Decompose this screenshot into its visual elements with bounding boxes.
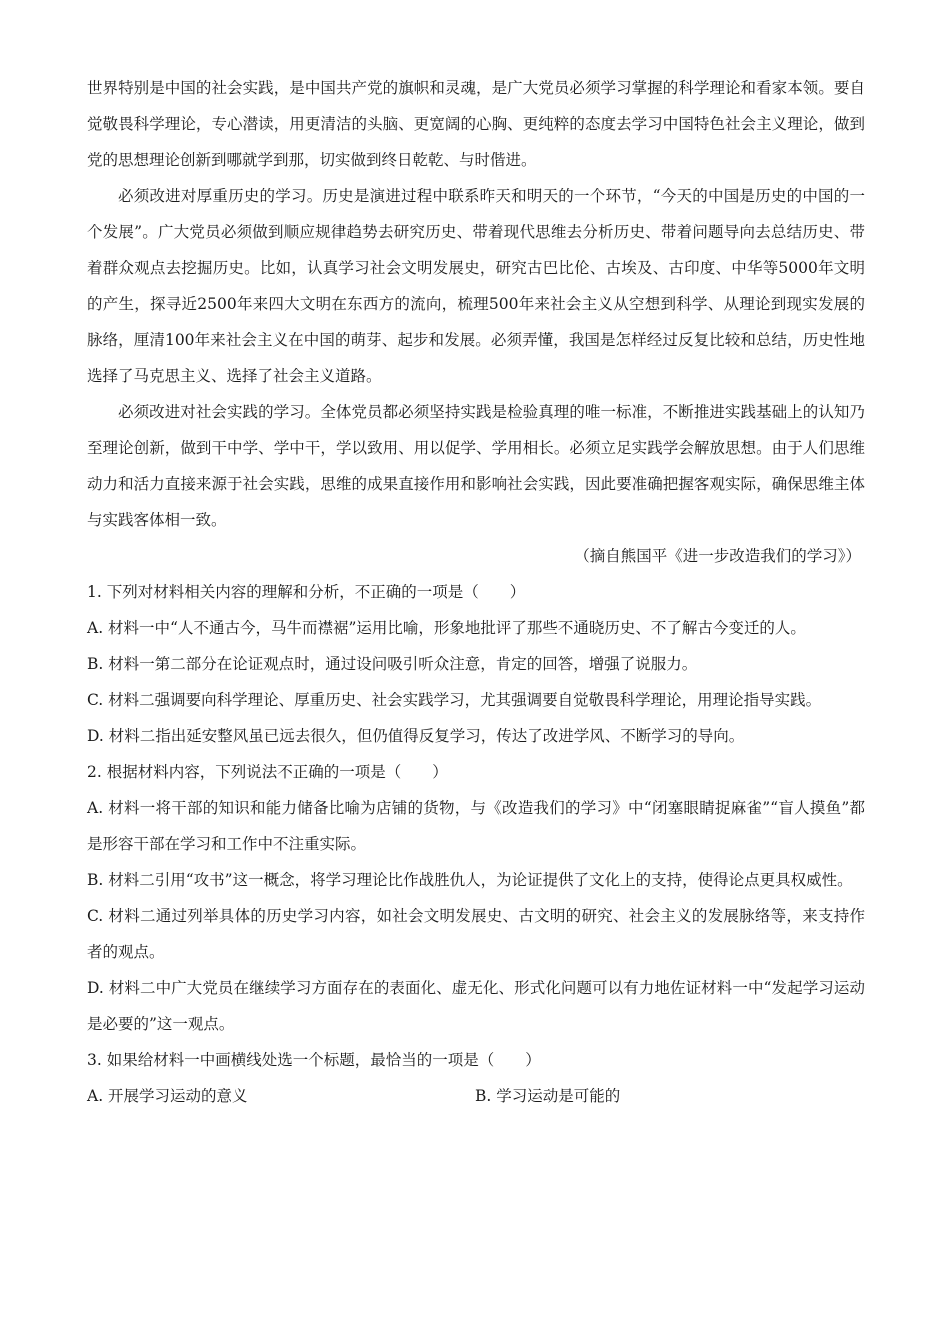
option-a: A. 材料一中“人不通古今，马牛而襟裾”运用比喻，形象地批评了那些不通晓历史、不了解古今变迁的人。 xyxy=(87,619,806,637)
question-stem: 2. 根据材料内容，下列说法不正确的一项是（ ） xyxy=(87,763,448,781)
passage-paragraph: 必须改进对社会实践的学习。全体党员都必须坚持实践是检验真理的唯一标准，不断推进实践基础上的认知乃至理论创新，做到干中学、学中干，学以致用、用以促学、学用相长。必须立足实践学会解放思想。由于人们思维动力和活力直接来源于社会实践，思维的成果直接作用和影响社会实践，因此要准确把握客观实际，确保思维主体与实践客体相一致。 xyxy=(87,403,865,529)
question-stem: 3. 如果给材料一中画横线处选一个标题，最恰当的一项是（ ） xyxy=(87,1051,541,1069)
option-b: B. 材料二引用“攻书”这一概念，将学习理论比作战胜仇人，为论证提供了文化上的支持，使得论点更具权威性。 xyxy=(87,871,853,889)
option-b: B. 材料一第二部分在论证观点时，通过设问吸引听众注意，肯定的回答，增强了说服力。 xyxy=(87,655,698,673)
source-citation: （摘自熊国平《进一步改造我们的学习》） xyxy=(574,547,861,565)
passage-paragraph: 必须改进对厚重历史的学习。历史是演进过程中联系昨天和明天的一个环节，“今天的中国是历史的中国的一个发展”。广大党员必须做到顺应规律趋势去研究历史、带着现代思维去分析历史、带着问题导向去总结历史、带着群众观点去挖掘历史。比如，认真学习社会文明发展史，研究古巴比伦、古埃及、古印度、中华等5000年文明的产生，探寻近2500年来四大文明在东西方的流向，梳理500年来社会主义从空想到科学、从理论到现实发展的脉络，厘清100年来社会主义在中国的萌芽、起步和发展。必须弄懂，我国是怎样经过反复比较和总结，历史性地选择了马克思主义、选择了社会主义道路。 xyxy=(87,187,865,385)
option-a: A. 开展学习运动的意义 xyxy=(87,1087,248,1105)
option-row xyxy=(87,1078,865,1114)
question-1 xyxy=(87,574,865,754)
question-2 xyxy=(87,754,865,1042)
option-b: B. 学习运动是可能的 xyxy=(475,1087,621,1105)
option-a: A. 材料一将干部的知识和能力储备比喻为店铺的货物，与《改造我们的学习》中“闭塞眼睛捉麻雀”“盲人摸鱼”都是形容干部在学习和工作中不注重实际。 xyxy=(87,799,865,853)
option-c: C. 材料二通过列举具体的历史学习内容，如社会文明发展史、古文明的研究、社会主义的发展脉络等，来支持作者的观点。 xyxy=(87,907,865,961)
question-3 xyxy=(87,1042,865,1114)
option-d: D. 材料二中广大党员在继续学习方面存在的表面化、虚无化、形式化问题可以有力地佐证材料一中“发起学习运动是必要的”这一观点。 xyxy=(87,979,865,1033)
option-c: C. 材料二强调要向科学理论、厚重历史、社会实践学习，尤其强调要自觉敬畏科学理论，用理论指导实践。 xyxy=(87,691,822,709)
question-stem: 1. 下列对材料相关内容的理解和分析，不正确的一项是（ ） xyxy=(87,583,526,601)
question-list xyxy=(87,574,865,1114)
passage-paragraph: 世界特别是中国的社会实践，是中国共产党的旗帜和灵魂，是广大党员必须学习掌握的科学理论和看家本领。要自觉敬畏科学理论，专心潜读，用更清洁的头脑、更宽阔的心胸、更纯粹的态度去学习中国特色社会主义理论，做到党的思想理论创新到哪就学到那，切实做到终日乾乾、与时偕进。 xyxy=(87,79,865,169)
option-d: D. 材料二指出延安整风虽已远去很久，但仍值得反复学习，传达了改进学风、不断学习的导向。 xyxy=(87,727,745,745)
document-page xyxy=(87,70,865,1114)
